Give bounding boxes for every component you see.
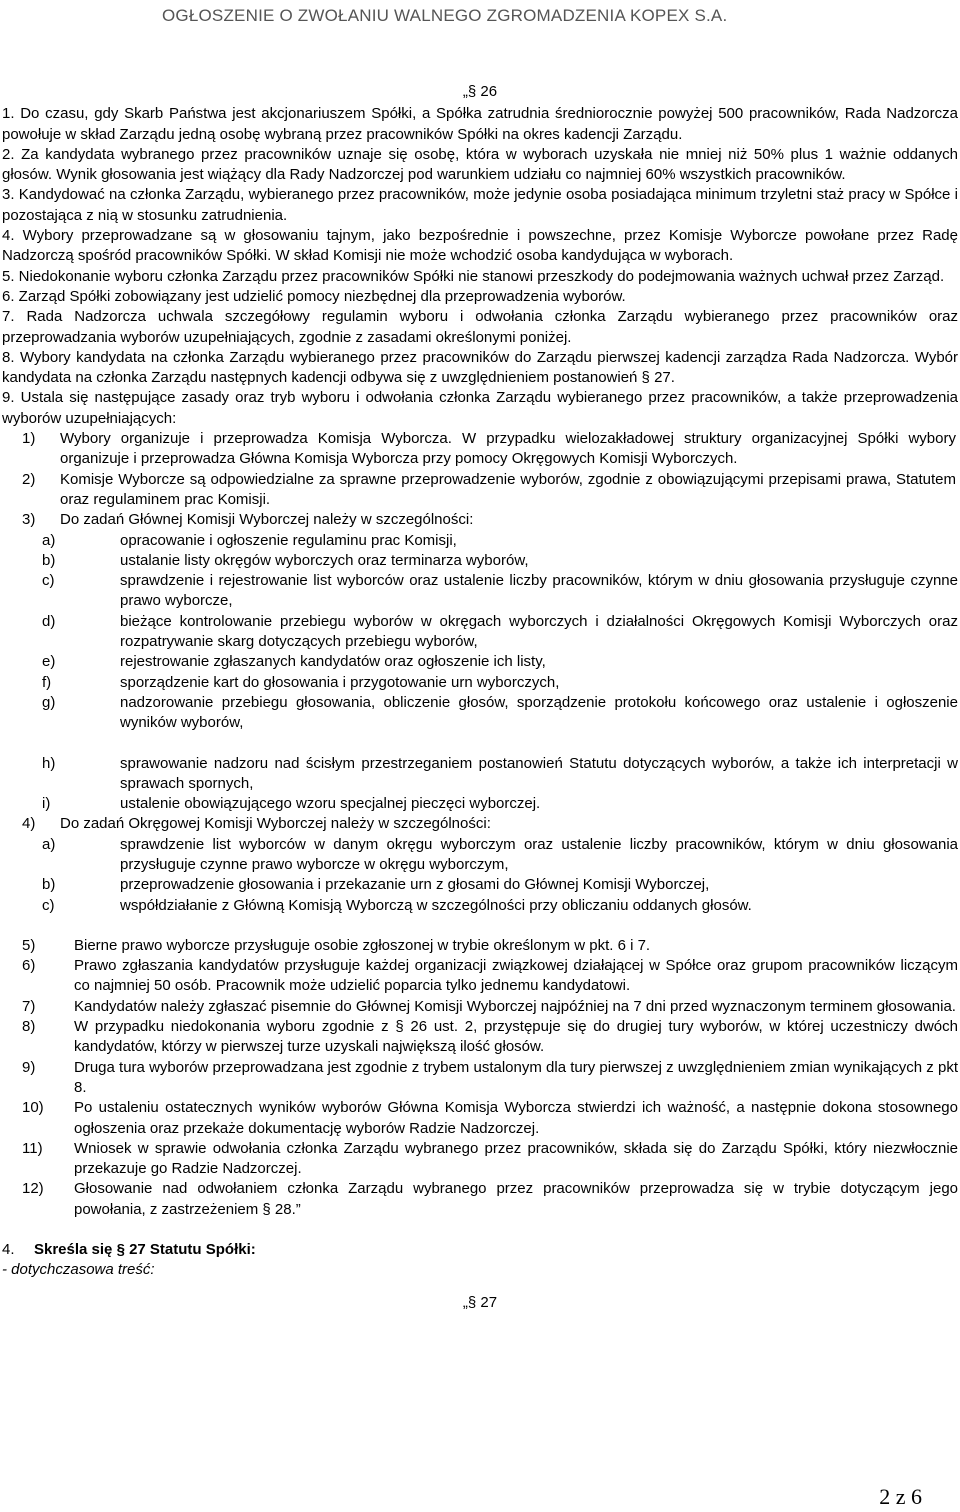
point-2: 2. Za kandydata wybranego przez pracowników uznaje się osobę, która w wyborach uzyskała nie mniej niż 50% plus 1 ważnie oddanych głosów. Wynik głosowania jest wiążący dla Rady Nadzorczej pod warunkiem udziału co najmniej 60% wszystkich pracowników. bbox=[2, 145, 958, 184]
document-body bbox=[2, 82, 958, 1313]
task-item: a) sprawdzenie list wyborców w danym okręgu wyborczym oraz ustalenie liczby pracowników, którym w dniu głosowania przysługuje czynne prawo wyborcze w okręgu wyborczym, bbox=[42, 835, 958, 873]
rule-item: 1) Wybory organizuje i przeprowadza Komisja Wyborcza. W przypadku wielozakładowej struktury organizacyjnej Spółki wybory organizuje i przeprowadza Główna Komisja Wyborcza przy pomocy Okręgowych Komisji Wyborczych. bbox=[22, 430, 956, 468]
next-paragraph-heading: „§ 27 bbox=[462, 1293, 498, 1311]
rules-list-b bbox=[2, 936, 958, 1220]
spacer bbox=[2, 734, 958, 754]
rule-item: 4) Do zadań Okręgowej Komisji Wyborczej należy w szczególności: bbox=[22, 815, 491, 833]
document-header: OGŁOSZENIE O ZWOŁANIU WALNEGO ZGROMADZENIA KOPEX S.A. bbox=[162, 6, 728, 25]
task-item: b) ustalanie listy okręgów wyborczych oraz terminarza wyborów, bbox=[42, 551, 529, 569]
task-item: f) sporządzenie kart do głosowania i przygotowanie urn wyborczych, bbox=[42, 673, 560, 691]
rule-item: 8) W przypadku niedokonania wyboru zgodnie z § 26 ust. 2, przystępuje się do drugiej tury wyborów, w której uczestniczy dwóch kandydatów, którzy w pierwszej turze uzyskali największą ilość głosów. bbox=[22, 1018, 958, 1056]
task-item: h) sprawowanie nadzoru nad ścisłym przestrzeganiem postanowień Statutu dotyczących wyborów, a także ich interpretacji w sprawach spornych, bbox=[42, 754, 958, 792]
task-item: a) opracowanie i ogłoszenie regulaminu prac Komisji, bbox=[42, 531, 457, 549]
rule-item: 10) Po ustaleniu ostatecznych wyników wyborów Główna Komisja Wyborcza stwierdzi ich ważność, a następnie dokona stosownego ogłoszenia oraz przekaże dokumentację wyborów Radzie Nadzorczej. bbox=[22, 1099, 958, 1137]
rule-item: 9) Druga tura wyborów przeprowadzana jest zgodnie z trybem ustalonym dla tury pierwszej z uwzględnieniem zmian wynikających z pkt 8. bbox=[22, 1058, 958, 1096]
task-item: c) sprawdzenie i rejestrowanie list wyborców oraz ustalenie liczby pracowników, którym w dniu głosowania przysługuje czynne prawo wyborcze, bbox=[42, 572, 958, 610]
point-4: 4. Wybory przeprowadzane są w głosowaniu tajnym, jako bezpośrednie i powszechne, przez Komisje Wyborcze powołane przez Radę Nadzorczą spośród pracowników Spółki. W skład Komisji nie może wchodzić osoba kandydująca w wyborach. bbox=[2, 227, 958, 265]
district-commission-tasks bbox=[2, 835, 958, 916]
task-item: e) rejestrowanie zgłaszanych kandydatów oraz ogłoszenie ich listy, bbox=[42, 653, 546, 671]
point-8: 8. Wybory kandydata na członka Zarządu wybieranego przez pracowników do Zarządu pierwszej kadencji zarządza Rada Nadzorcza. Wybór kandydata na członka Zarządu następnych kadencji odbywa się z uwzględnieniem postanowień § 27. bbox=[2, 348, 958, 387]
current-text-label: - dotychczasowa treść: bbox=[2, 1261, 155, 1279]
point-9: 9. Ustala się następujące zasady oraz tryb wyboru i odwołania członka Zarządu wybieranego przez pracowników, a także przeprowadzenia wyborów uzupełniających: bbox=[2, 389, 958, 427]
rule-item: 6) Prawo zgłaszania kandydatów przysługuje każdej organizacji związkowej działającej w Spółce oraz grupom pracowników liczącym co najmniej 50 osób. Pracownik może udzielić poparcia tylko jednemu kandydatowi. bbox=[22, 957, 958, 995]
rule-item: 12) Głosowanie nad odwołaniem członka Zarządu wybranego przez pracowników przeprowadza się w trybie dotyczącym jego powołania, z zastrzeżeniem § 28.” bbox=[22, 1180, 958, 1218]
rule-item: 7) Kandydatów należy zgłaszać pisemnie do Głównej Komisji Wyborczej najpóźniej na 7 dni przed wyznaczonym terminem głosowania. bbox=[22, 997, 956, 1015]
section-4: 4. Skreśla się § 27 Statutu Spółki: bbox=[2, 1240, 958, 1260]
rule-item: 5) Bierne prawo wyborcze przysługuje osobie zgłoszonej w trybie określonym w pkt. 6 i 7. bbox=[22, 936, 651, 954]
point-5: 5. Niedokonanie wyboru członka Zarządu przez pracowników Spółki nie stanowi przeszkody do podejmowania ważnych uchwał przez Zarząd. bbox=[2, 267, 945, 285]
rule-item: 3) Do zadań Głównej Komisji Wyborczej należy w szczególności: bbox=[22, 511, 474, 529]
task-item: d) bieżące kontrolowanie przebiegu wyborów w okręgach wyborczych i działalności Okręgowych Komisji Wyborczych oraz rozpatrywanie skarg dotyczących przebiegu wyborów, bbox=[42, 612, 958, 651]
spacer bbox=[2, 1220, 958, 1240]
point-7: 7. Rada Nadzorcza uchwala szczegółowy regulamin wyboru i odwołania członka Zarządu wybieranego przez pracowników oraz przeprowadzania wyborów uzupełniających, zgodnie z zasadami określonymi poniżej. bbox=[2, 308, 958, 346]
paragraph-heading: „§ 26 bbox=[462, 83, 498, 100]
task-item: c) współdziałanie z Główną Komisją Wyborczą w szczególności przy obliczaniu oddanych głosów. bbox=[42, 896, 752, 914]
task-item: i) ustalenie obowiązującego wzoru specjalnej pieczęci wyborczej. bbox=[42, 795, 541, 813]
point-3: 3. Kandydować na członka Zarządu, wybieranego przez pracowników, może jedynie osoba posiadająca minimum trzyletni staż pracy w Spółce i pozostająca z nią w stosunku zatrudnienia. bbox=[2, 186, 958, 224]
main-commission-tasks bbox=[2, 531, 958, 815]
rule-item: 2) Komisje Wyborcze są odpowiedzialne za sprawne przeprowadzenie wyborów, zgodnie z obowiązującymi przepisami prawa, Statutem oraz regulaminem prac Komisji. bbox=[22, 470, 956, 508]
rules-list-a bbox=[2, 429, 958, 530]
point-1: 1. Do czasu, gdy Skarb Państwa jest akcjonariuszem Spółki, a Spółka zatrudnia średniorocznie powyżej 500 pracowników, Rada Nadzorcza powołuje w skład Zarządu jedną osobę wybraną przez pracowników Spółki na okres kadencji Zarządu. bbox=[2, 105, 958, 143]
task-item: g) nadzorowanie przebiegu głosowania, obliczenie głosów, sporządzenie protokołu końcowego oraz ustalenie i ogłoszenie wyników wyborów, bbox=[42, 693, 958, 732]
spacer bbox=[2, 916, 958, 936]
rule-item: 11) Wniosek w sprawie odwołania członka Zarządu wybranego przez pracowników, składa się do Zarządu Spółki, który niezwłocznie przekazuje go Radzie Nadzorczej. bbox=[22, 1139, 958, 1178]
task-item: b) przeprowadzenie głosowania i przekazanie urn z głosami do Głównej Komisji Wyborczej, bbox=[42, 876, 710, 894]
page-number: 2 z 6 bbox=[879, 1484, 922, 1509]
section-4-title: Skreśla się § 27 Statutu Spółki: bbox=[34, 1241, 256, 1259]
point-6: 6. Zarząd Spółki zobowiązany jest udzielić pomocy niezbędnej dla przeprowadzenia wyborów. bbox=[2, 287, 626, 305]
